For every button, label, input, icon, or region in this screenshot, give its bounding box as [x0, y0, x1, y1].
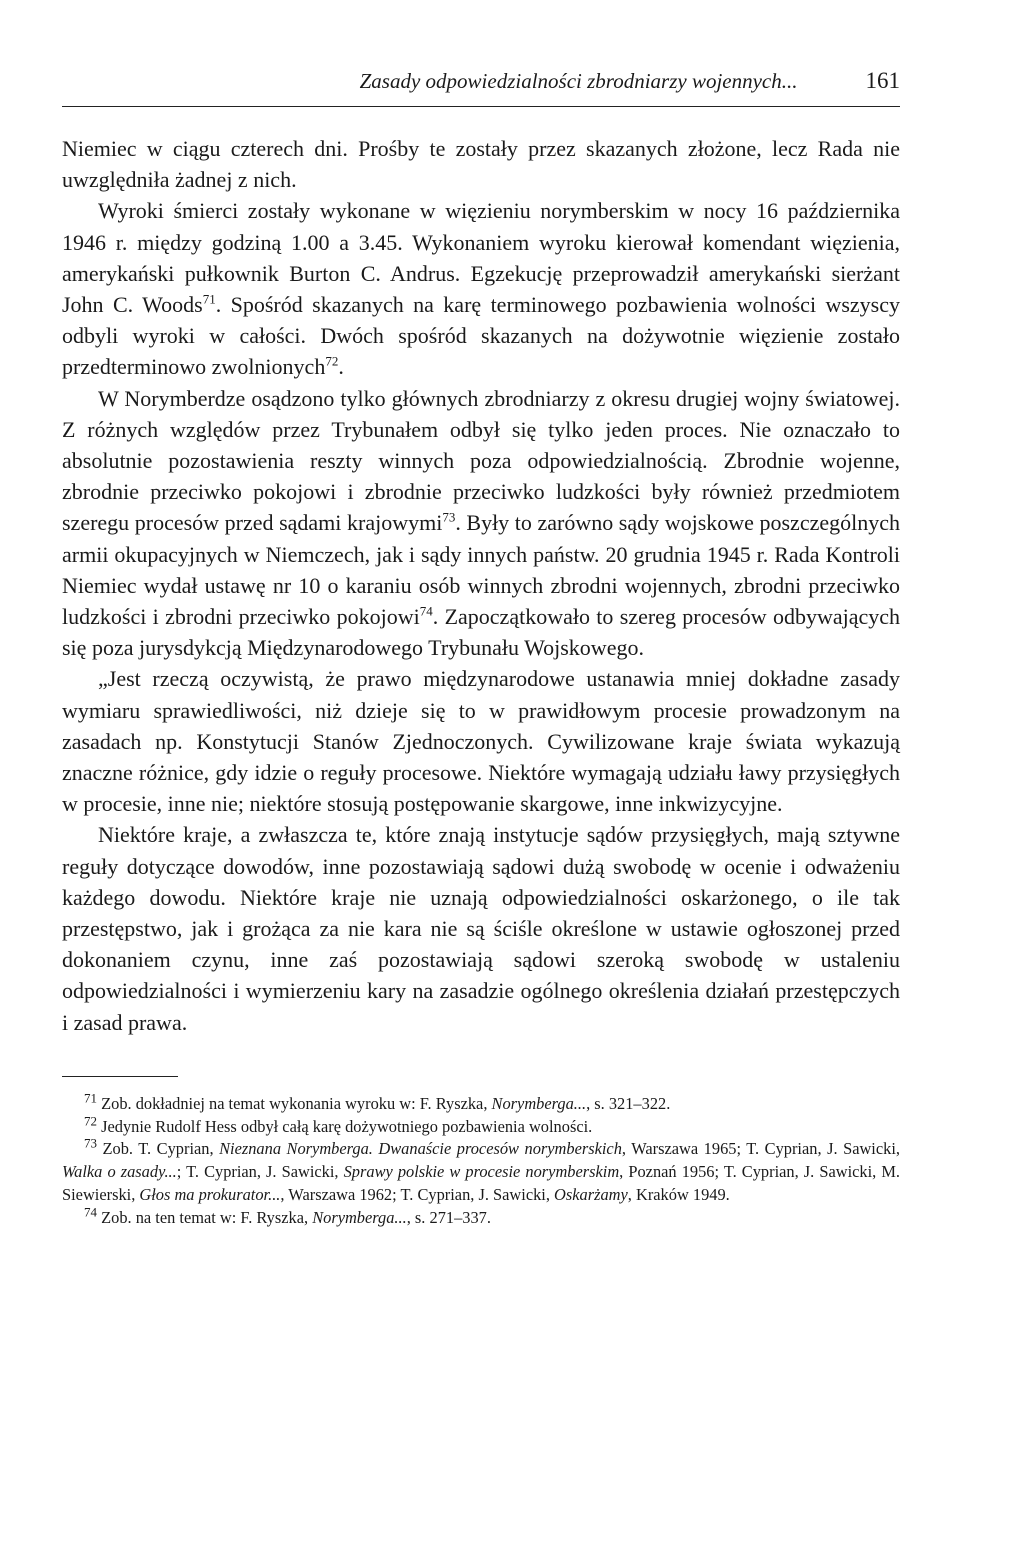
footnote-ref-71: 71 [202, 291, 216, 307]
footnote-73-number: 73 [84, 1136, 97, 1152]
paragraph-1-text: Niemiec w ciągu czterech dni. Prośby te zostały przez skazanych złożone, lecz Rada nie uwzględniła żadnej z nich. [62, 136, 900, 193]
paragraph-1 [62, 133, 900, 195]
paragraph-3-text-b: . Były to zarówno sądy wojskowe poszczególnych armii okupacyjnych w Niemczech, jak i sądy innych państw. 20 grudnia 1945 r. Rada Kontroli Niemiec wydał ustawę nr 10 o karaniu osób winnych zbrodni wojennych, zbrodni przeciwko ludzkości i zbrodni przeciwko pokojowi [62, 510, 900, 630]
footnote-71 [62, 1090, 900, 1116]
footnote-71-title: Norymberga... [491, 1093, 587, 1113]
footnote-71-number: 71 [84, 1090, 97, 1106]
page-number: 161 [865, 68, 900, 93]
footnote-74 [62, 1204, 900, 1230]
footnote-73 [62, 1138, 900, 1206]
footnote-72 [62, 1113, 900, 1139]
body-text [62, 133, 900, 1038]
paragraph-2-text-a: Wyroki śmierci zostały wykonane w więzieniu norymberskim w nocy 16 października 1946 r. między godziną 1.00 a 3.45. Wykonaniem wyroku kierował komendant więzienia, amerykański pułkownik Burton C. Andrus. Egzekucję przeprowadził amerykański sierżant John C. Woods [62, 198, 900, 318]
page-header [62, 68, 900, 107]
footnote-73-title-1: Nieznana Norymberga. Dwanaście procesów norymberskich [219, 1139, 622, 1159]
footnote-71-text: Zob. dokładniej na temat wykonania wyroku w: F. Ryszka, [101, 1093, 492, 1113]
footnote-73-title-3: Sprawy polskie w procesie norymberskim [343, 1162, 620, 1182]
footnote-74-text: Zob. na ten temat w: F. Ryszka, [101, 1207, 313, 1227]
paragraph-3-text-c: . Zapoczątkowało to szereg procesów odbywających się poza jurysdykcją Międzynarodowego Trybunału Wojskowego. [62, 604, 900, 661]
footnote-ref-72: 72 [325, 354, 339, 370]
book-page [62, 68, 900, 1230]
footnote-73-title-2: Walka o zasady... [62, 1162, 177, 1182]
paragraph-2-text-c: . [338, 354, 344, 380]
footnote-73-title-5: Oskarżamy [554, 1185, 628, 1205]
footnote-73-text-5: , Warszawa 1962; T. Cyprian, J. Sawicki, [280, 1185, 555, 1205]
paragraph-2-text-b: . Spośród skazanych na karę terminowego pozbawienia wolności wszyscy odbyli wyroki w całości. Dwóch spośród skazanych na dożywotnie więzienie zostało przedterminowo zwolnionych [62, 292, 900, 380]
footnote-71-pages: , s. 321–322. [586, 1093, 671, 1113]
footnote-73-text-4: , Poznań 1956; T. Cyprian, J. Sawicki, M. Siewierski, [62, 1162, 900, 1205]
paragraph-4-text: „Jest rzeczą oczywistą, że prawo międzynarodowe ustanawia mniej dokładne zasady wymiaru sprawiedliwości, niż dzieje się to w prawidłowym procesie prowadzonym na zasadach np. Konstytucji Stanów Zjednoczonych. Cywilizowane kraje świata wykazują znaczne różnice, gdy idzie o reguły procesowe. Niektóre wymagają udziału ławy przysięgłych w procesie, inne nie; niektóre stosują postępowanie skargowe, inne inkwizycyjne. [62, 666, 900, 817]
footnote-separator [62, 1076, 178, 1077]
footnote-73-text-1: Zob. T. Cyprian, [102, 1139, 220, 1159]
footnote-ref-74: 74 [419, 603, 433, 619]
footnote-73-text-2: , Warszawa 1965; T. Cyprian, J. Sawicki, [621, 1139, 900, 1159]
paragraph-3 [62, 383, 900, 664]
footnote-74-number: 74 [84, 1204, 97, 1220]
footnote-72-text: Jedynie Rudolf Hess odbył całą karę dożywotniego pozbawienia wolności. [101, 1116, 593, 1136]
paragraph-5-text: Niektóre kraje, a zwłaszcza te, które znają instytucje sądów przysięgłych, mają sztywne reguły dotyczące dowodów, inne pozostawiają sądowi dużą swobodę w ocenie i odważeniu każdego dowodu. Niektóre kraje nie uznają odpowiedzialności oskarżonego, o ile tak przestępstwo, jak i grożąca za nie kara nie są ściśle określone w ustawie ogłoszonej przed dokonaniem czynu, inne zaś pozostawiają sądowi szeroką swobodę w ustaleniu odpowiedzialności i wymierzeniu kary na zasadzie ogólnego określenia działań przestępczych i zasad prawa. [62, 822, 900, 1035]
footnote-73-text-3: ; T. Cyprian, J. Sawicki, [176, 1162, 344, 1182]
footnote-74-pages: , s. 271–337. [406, 1207, 491, 1227]
footnote-73-text-6: , Kraków 1949. [627, 1185, 730, 1205]
paragraph-3-text-a: W Norymberdze osądzono tylko głównych zbrodniarzy z okresu drugiej wojny światowej. Z różnych względów przez Trybunałem odbył się tylko jeden proces. Nie oznaczało to absolutnie pozostawienia reszty winnych poza odpowiedzialnością. Zbrodnie wojenne, zbrodnie przeciwko pokojowi i zbrodnie przeciwko ludzkości były również przedmiotem szeregu procesów przed sądami krajowymi [62, 385, 900, 536]
footnotes [62, 1090, 900, 1230]
running-title: Zasady odpowiedzialności zbrodniarzy wojennych... [359, 69, 798, 93]
footnote-72-number: 72 [84, 1113, 97, 1129]
footnote-73-title-4: Głos ma prokurator... [139, 1185, 281, 1205]
paragraph-2 [62, 195, 900, 382]
footnote-ref-73: 73 [442, 510, 456, 526]
paragraph-4-quote [62, 663, 900, 819]
paragraph-5 [62, 819, 900, 1037]
footnote-74-title: Norymberga... [312, 1207, 407, 1227]
